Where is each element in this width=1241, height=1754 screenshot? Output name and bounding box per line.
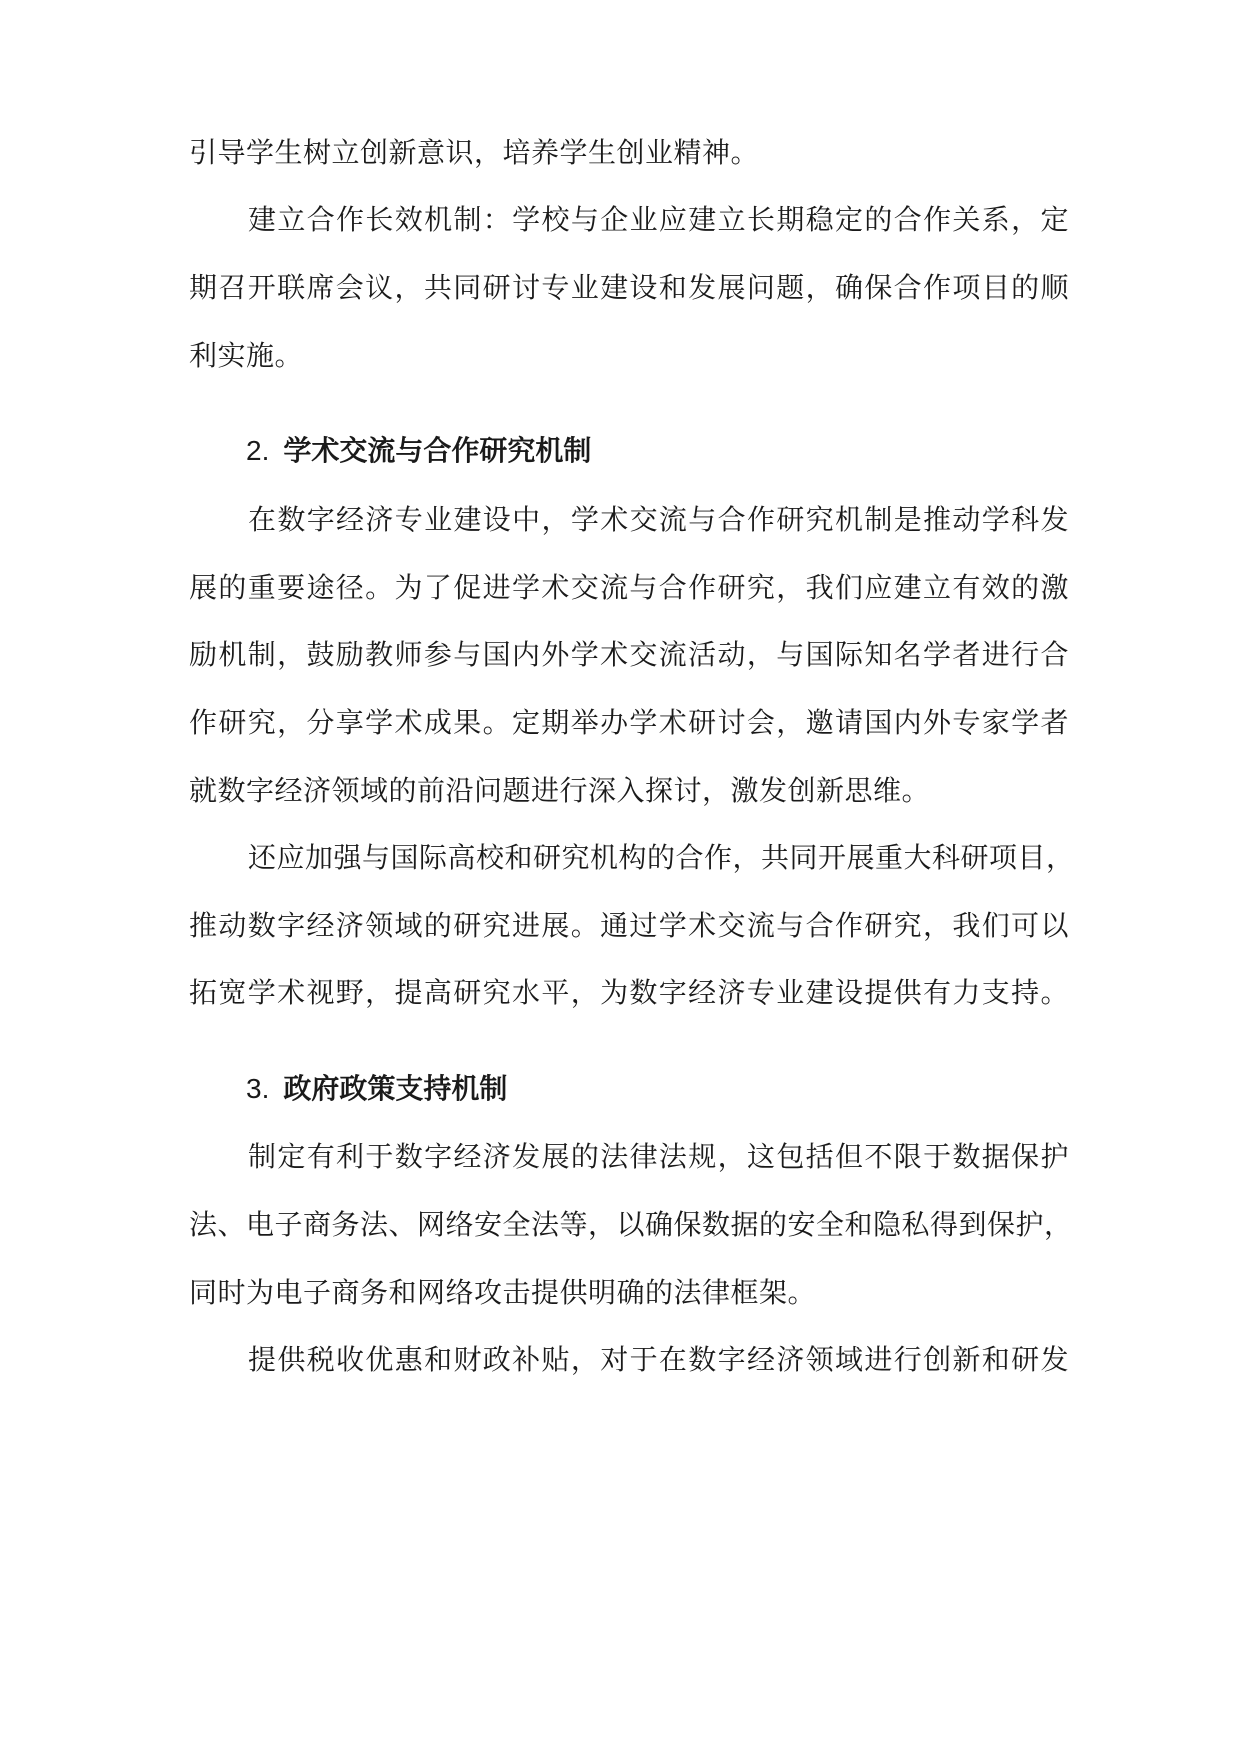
section-number: 2. [246, 435, 270, 466]
section-heading [246, 431, 591, 471]
paragraph-line: 制定有利于数字经济发展的法律法规，这包括但不限于数据保护 [248, 1140, 1069, 1173]
paragraph-line: 展的重要途径。为了促进学术交流与合作研究，我们应建立有效的激 [189, 571, 1069, 604]
paragraph-line: 提供税收优惠和财政补贴，对于在数字经济领域进行创新和研发 [248, 1343, 1069, 1376]
section-number: 3. [246, 1073, 270, 1104]
paragraph-line: 期召开联席会议，共同研讨专业建设和发展问题，确保合作项目的顺 [189, 271, 1069, 304]
paragraph-line: 在数字经济专业建设中，学术交流与合作研究机制是推动学科发 [248, 503, 1069, 536]
paragraph-line: 同时为电子商务和网络攻击提供明确的法律框架。 [189, 1276, 817, 1309]
section-title: 政府政策支持机制 [283, 1072, 508, 1105]
paragraph-line: 作研究，分享学术成果。定期举办学术研讨会，邀请国内外专家学者 [189, 706, 1069, 739]
section-heading [246, 1069, 507, 1109]
paragraph-line: 励机制，鼓励教师参与国内外学术交流活动，与国际知名学者进行合 [189, 638, 1069, 671]
paragraph-line: 推动数字经济领域的研究进展。通过学术交流与合作研究，我们可以 [189, 909, 1069, 942]
paragraph-line: 就数字经济领域的前沿问题进行深入探讨，激发创新思维。 [189, 774, 931, 807]
paragraph-line: 引导学生树立创新意识，培养学生创业精神。 [189, 136, 760, 169]
paragraph-line: 法、电子商务法、网络安全法等，以确保数据的安全和隐私得到保护， [189, 1208, 1073, 1241]
paragraph-line: 建立合作长效机制：学校与企业应建立长期稳定的合作关系，定 [248, 203, 1069, 236]
paragraph-line: 还应加强与国际高校和研究机构的合作，共同开展重大科研项目， [248, 841, 1075, 874]
paragraph-line: 利实施。 [189, 339, 304, 372]
paragraph-line: 拓宽学术视野，提高研究水平，为数字经济专业建设提供有力支持。 [189, 976, 1069, 1009]
section-title: 学术交流与合作研究机制 [283, 434, 592, 467]
